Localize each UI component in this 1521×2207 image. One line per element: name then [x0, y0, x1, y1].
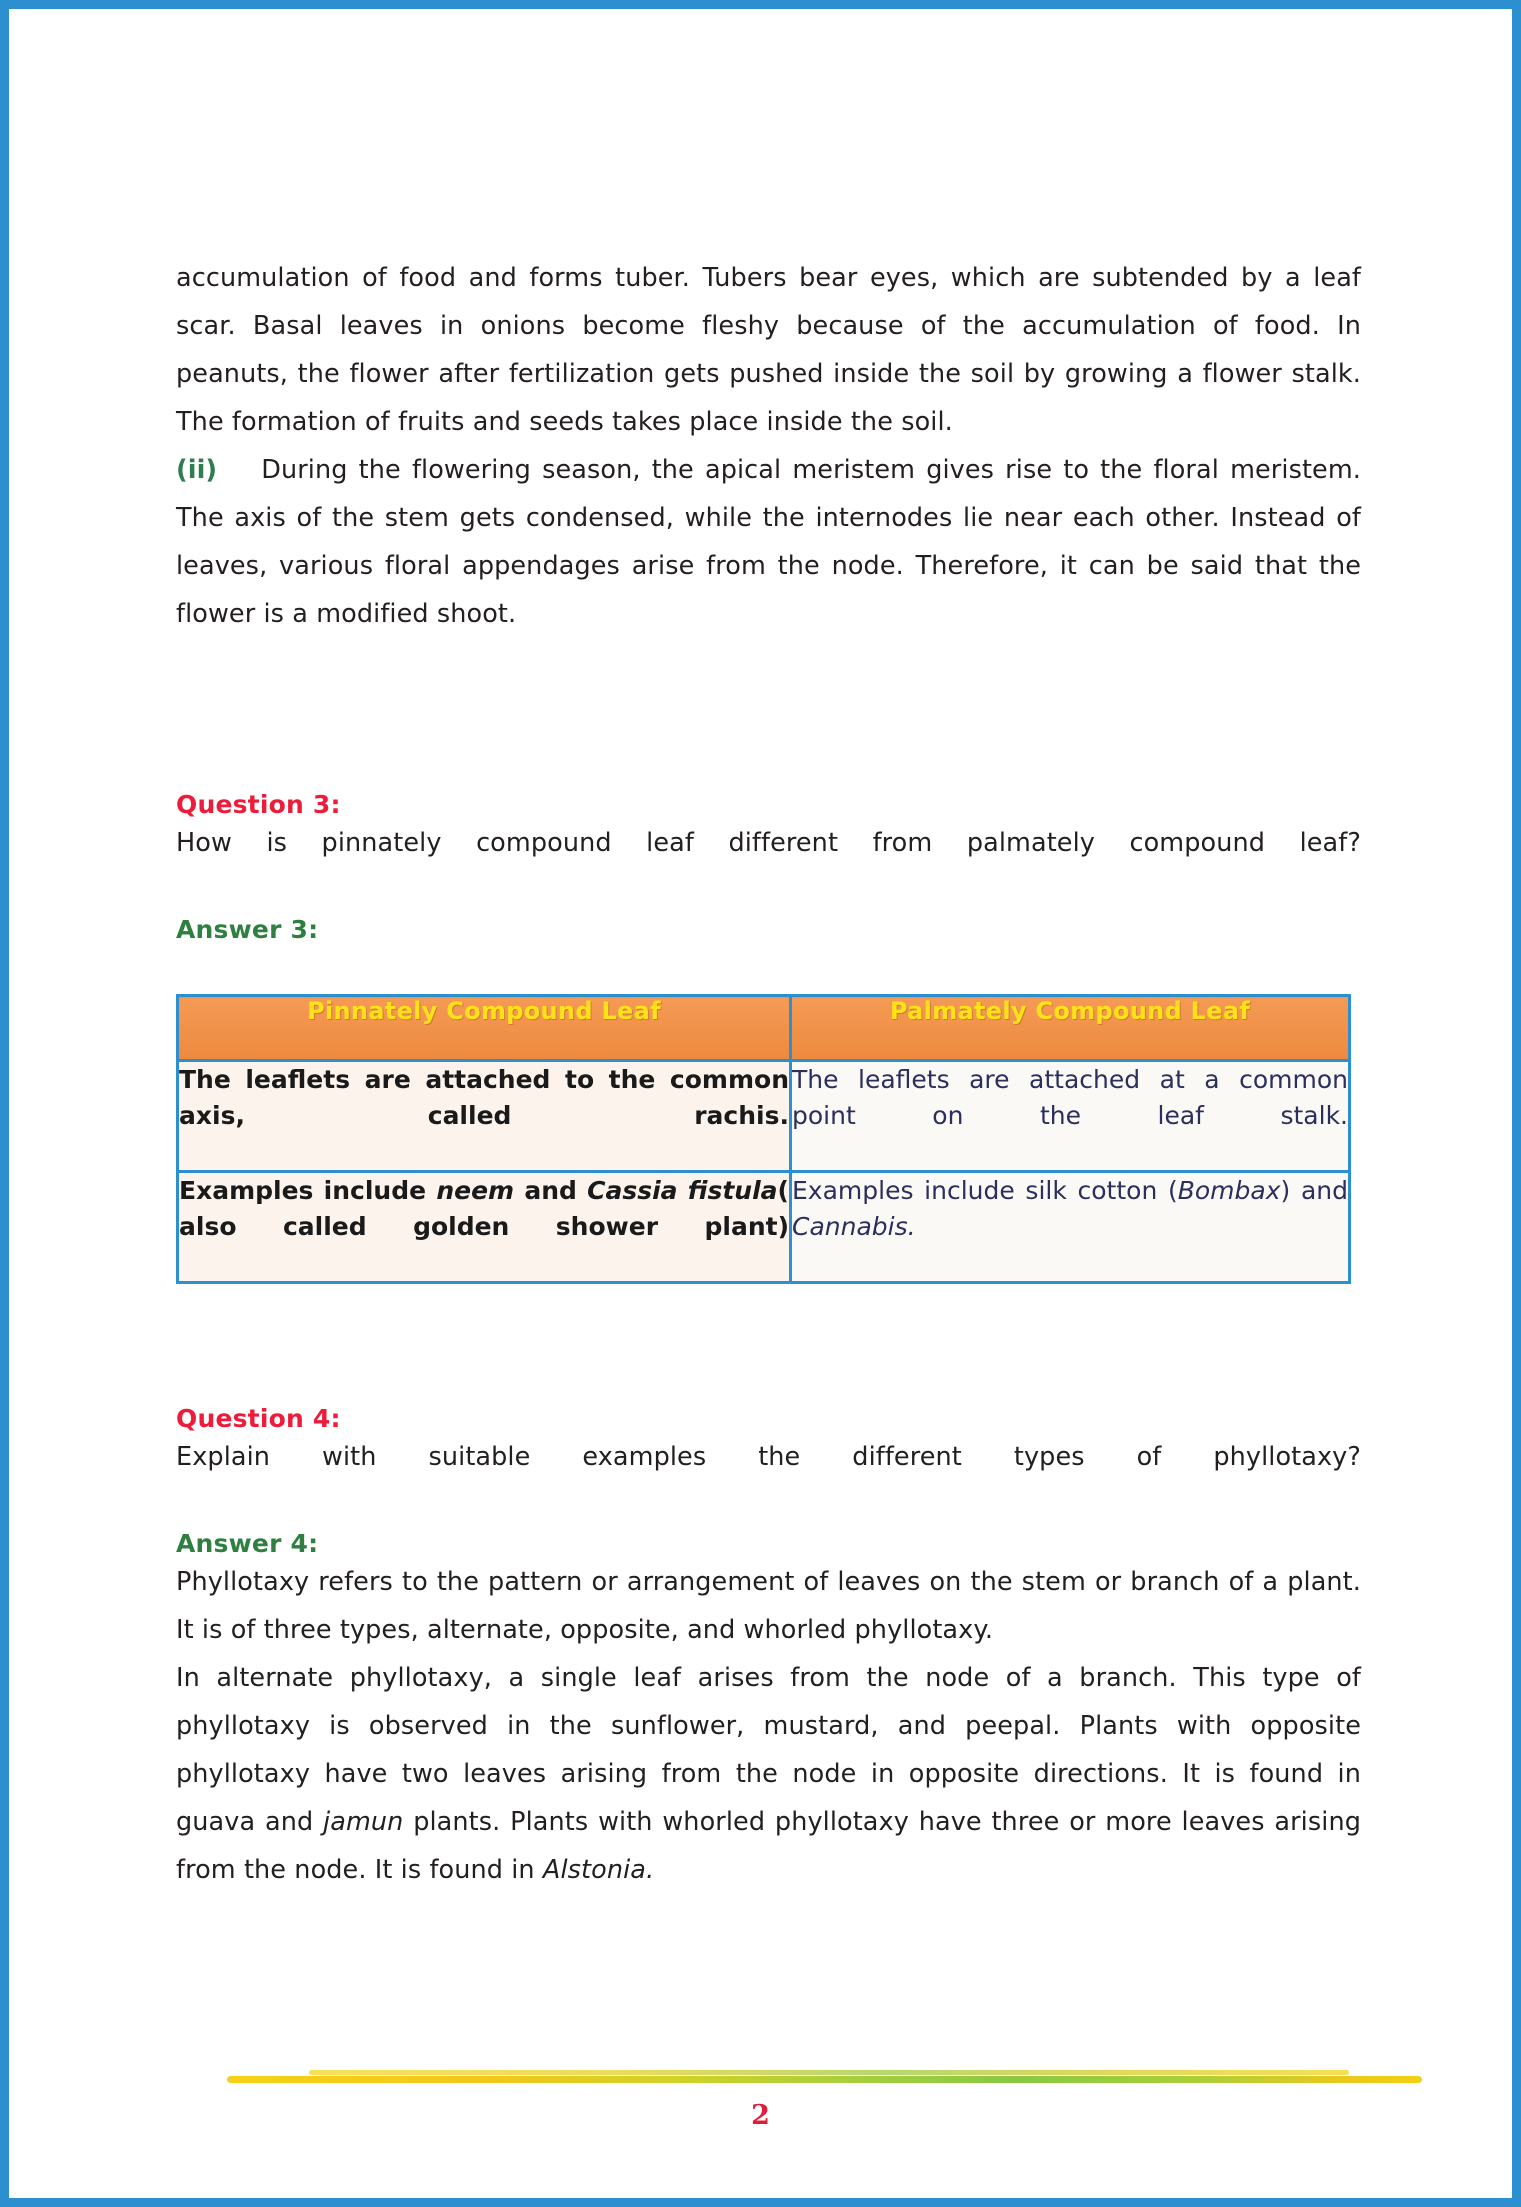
table-header-row: [178, 996, 1350, 1061]
page-number: 2: [751, 2100, 770, 2131]
page-content: [176, 254, 1361, 1894]
table-row: [178, 1061, 1350, 1172]
table-header-label-pinnately: Pinnately Compound Leaf: [307, 997, 661, 1025]
table-cell-text: The leaflets are attached at a common point on the leaf stalk.: [792, 1065, 1348, 1130]
table-header-label-palmately: Palmately Compound Leaf: [889, 997, 1251, 1025]
answer-4-heading: Answer 4:: [176, 1529, 319, 1558]
answer-3-heading: Answer 3:: [176, 915, 319, 944]
question-3-heading: Question 3:: [176, 790, 341, 819]
page-footer: [9, 2018, 1512, 2198]
table-cell-text: The leaflets are attached to the common axis, called rachis.: [179, 1065, 789, 1130]
table-cell-palmately-examples: [791, 1172, 1350, 1283]
comparison-table-body: [178, 1061, 1350, 1283]
answer-4-paragraph-2: In alternate phyllotaxy, a single leaf arises from the node of a branch. This type of phyllotaxy is observed in the sunflower, mustard, and peepal. Plants with opposite phyllotaxy have two leaves arising from the node in opposite directions. It is found in guava and jamun plants. Plants with whorled phyllotaxy have three or more leaves arising from the node. It is found in Alstonia.: [176, 1663, 1361, 1885]
question-4-text: Explain with suitable examples the different types of phyllotaxy?: [176, 1442, 1361, 1472]
paragraph-flowering-season: [176, 446, 1361, 638]
table-header-cell-palmately: [791, 996, 1350, 1061]
footer-rule-secondary: [309, 2070, 1349, 2075]
question-4-heading: Question 4:: [176, 1404, 341, 1433]
answer-4-paragraph-1: Phyllotaxy refers to the pattern or arrangement of leaves on the stem or branch of a plant. It is of three types, alternate, opposite, and whorled phyllotaxy.: [176, 1567, 1361, 1645]
paragraph-tuber-description: accumulation of food and forms tuber. Tubers bear eyes, which are subtended by a leaf scar. Basal leaves in onions become fleshy because of the accumulation of food. In peanuts, the flower after fertilization gets pushed inside the soil by growing a flower stalk. The formation of fruits and seeds takes place inside the soil.: [176, 263, 1361, 437]
page-canvas: [9, 9, 1512, 2198]
comparison-table-head: [178, 996, 1350, 1061]
comparison-table: [176, 994, 1351, 1284]
footer-rule-gradient: [227, 2076, 1422, 2083]
question-3-text: How is pinnately compound leaf different from palmately compound leaf?: [176, 828, 1361, 858]
spacer-before-question-4: [176, 1284, 1361, 1404]
table-cell-pinnately-attachment: [178, 1061, 791, 1172]
table-cell-pinnately-examples: [178, 1172, 791, 1283]
table-cell-rich-text: Examples include silk cotton (Bombax) and Cannabis.: [792, 1176, 1349, 1241]
table-cell-rich-text: Examples include neem and Cassia fistula( also called golden shower plant): [179, 1176, 789, 1241]
table-row: [178, 1172, 1350, 1283]
paragraph-flowering-season-text: During the flowering season, the apical meristem gives rise to the floral meristem. The axis of the stem gets condensed, while the internodes lie near each other. Instead of leaves, various floral appendages arise from the node. Therefore, it can be said that the flower is a modified shoot.: [176, 455, 1361, 629]
table-cell-palmately-attachment: [791, 1061, 1350, 1172]
comparison-table-wrapper: [176, 994, 1351, 1284]
spacer-before-question-3: [176, 638, 1361, 790]
table-header-cell-pinnately: [178, 996, 791, 1061]
list-marker-ii: (ii): [176, 455, 218, 485]
